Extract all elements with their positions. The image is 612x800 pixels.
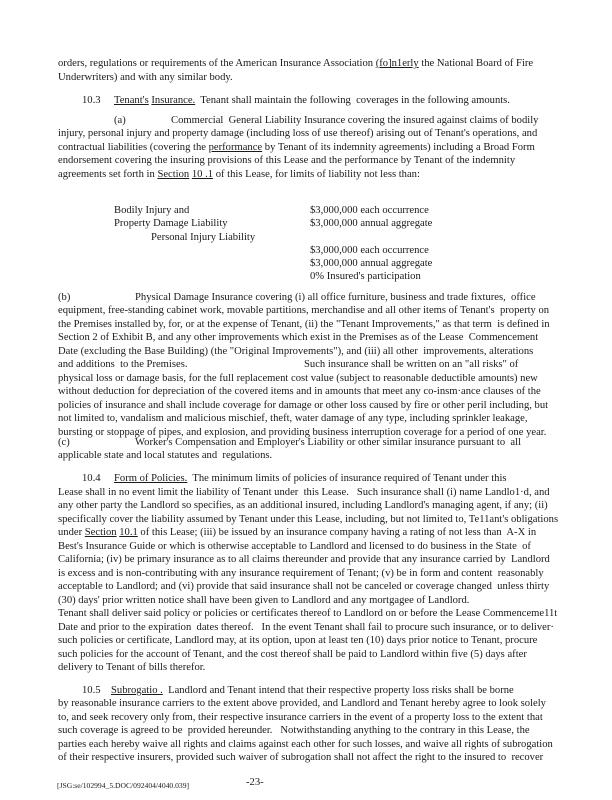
section-10-4-line: Tenant shall deliver said policy or policies or certificates thereof to Landlord on or before the Lease Commenceme11t — [58, 608, 558, 619]
para-b-line — [58, 358, 519, 372]
underlined-text: performance — [208, 142, 263, 153]
limit-value: $3,000,000 each occurrence — [310, 205, 429, 216]
para-a-line-5 — [58, 168, 420, 182]
para-a-line-2: injury, personal injury and property damage (including loss of use thereof) arising out of Tenant's operations, and — [58, 128, 538, 139]
text: by Tenant of its indemnity agreements) including a Broad Form — [262, 142, 535, 153]
text: Commercial General Liability Insurance covering the insured against claims of bodily — [171, 115, 539, 126]
limit-label: Personal Injury Liability — [151, 232, 256, 243]
para-b-line: bursting or stoppage of pipes, and explosion, and providing business interruption coverage for a period of one year. — [58, 427, 547, 438]
section-10-5-line: by reasonable insurance carriers to the extent above provided, and Landlord and Tenant hereby agree to look solely — [58, 698, 546, 709]
text: under — [58, 527, 85, 538]
section-10-4-line: Date and prior to the expiration dates thereof. In the event Tenant shall fail to procure such insurance, or to deliver· — [58, 622, 554, 633]
para-label: (a) — [114, 115, 126, 126]
para-label: (c) — [58, 437, 70, 448]
text: agreements set forth in — [58, 169, 158, 180]
para-b-line: not limited to, vandalism and malicious mischief, theft, water damage of any type, including sprinkler leakage, — [58, 413, 528, 424]
section-title: Tenant's — [114, 95, 149, 106]
limit-value: $3,000,000 each occurrence — [310, 245, 429, 256]
text: and additions to the Premises. — [58, 359, 188, 370]
section-10-4-line: any other party the Landlord so specifies, as an additional insured, including Landlord's managing agent, if any; (ii) — [58, 500, 548, 511]
para-b-line: the Premises installed by, for, or at the expense of Tenant, (ii) the "Tenant Improvements," as that term is defined in — [58, 319, 550, 330]
limit-value: $3,000,000 annual aggregate — [310, 218, 433, 229]
para-label: (b) — [58, 292, 71, 303]
text: of this Lease; (iii) be issued by an insurance company having a rating of not less than A-X in — [137, 527, 537, 538]
underlined-text: (fo]n1erly — [375, 58, 419, 69]
section-10-4-line: Lease shall in no event limit the liability of Tenant under this Lease. Such insurance shall (i) name Landlo1·d, and — [58, 487, 550, 498]
section-10-4-line: (30) days' prior written notice shall have been given to Landlord and any mortgagee of Landlord. — [58, 595, 470, 606]
text: Tenant shall maintain the following coverages in the following amounts. — [195, 95, 510, 106]
para-c-line-2: applicable state and local statutes and regulations. — [58, 450, 273, 461]
text: the National Board of Fire — [418, 58, 534, 69]
intro-line-1 — [58, 57, 533, 71]
text: contractual liabilities (covering the — [58, 142, 209, 153]
limit-value: 0% Insured's participation — [310, 271, 421, 282]
para-a-line-4: endorsement covering the insuring provisions of this Lease and the performance by Tenant of the indemnity — [58, 155, 516, 166]
section-10-4-line: such policies for the account of Tenant, and the cost thereof shall be paid to Landlord within five (5) days after — [58, 649, 527, 660]
section-10-4-line: specifically cover the liability assumed by Tenant under this Lease, including, but not limited to, Te11ant's obligations — [58, 514, 559, 525]
text: Physical Damage Insurance covering (i) all office furniture, business and trade fixtures, office — [135, 292, 536, 303]
section-reference: 10 .1 — [191, 169, 214, 180]
section-title: Form of Policies. — [114, 473, 188, 484]
para-b-line: without deduction for depreciation of the covered items and in amounts that meet any co-insm·ance clauses of the — [58, 386, 541, 397]
section-title: Subrogatio . — [111, 685, 163, 696]
section-10-4-line: Best's Insurance Guide or which is otherwise acceptable to Landlord and licensed to do business in the State of — [58, 541, 531, 552]
page-number: -23- — [246, 777, 264, 788]
section-10-4-line: is excess and is non-contributing with any insurance requirement of Tenant; (v) be in form and content reasonably — [58, 568, 544, 579]
section-10-5-line: to, and seek recovery only from, their respective insurance carriers in the event of a property loss to the extent that — [58, 712, 543, 723]
limit-label: Property Damage Liability — [114, 218, 228, 229]
text: Landlord and Tenant intend that their respective property loss risks shall be borne — [162, 685, 514, 696]
section-10-5-line: such coverage is agreed to be provided hereunder. Notwithstanding anything to the contrary in this Lease, the — [58, 725, 530, 736]
text: Worker's Compensation and Employer's Liability or other similar insurance pursuant to all — [135, 437, 522, 448]
section-10-4-line: such policies or certificate, Landlord may, at its option, upon at least ten (10) days prior notice to Tenant, procure — [58, 635, 538, 646]
section-title: Insurance. — [151, 95, 196, 106]
document-id: [JSG:se/102994_5.DOC/092404/4040.039] — [57, 781, 190, 790]
section-reference: Section — [157, 169, 190, 180]
limit-value: $3,000,000 annual aggregate — [310, 258, 433, 269]
para-b-line: physical loss or damage basis, for the full replacement cost value (subject to reasonable deductible amounts) new — [58, 373, 538, 384]
text: Such insurance shall be written on an "all risks" of — [304, 359, 519, 370]
text: The minimum limits of policies of insurance required of Tenant under this — [187, 473, 507, 484]
para-b-line: policies of insurance and shall include coverage for damage or other loss caused by fire or other peril including, but — [58, 400, 549, 411]
intro-line-2: Underwriters) and with any similar body. — [58, 72, 233, 83]
para-b-line: equipment, free-standing cabinet work, movable partitions, merchandise and all other items of Tenant's property on — [58, 305, 550, 316]
section-number: 10.4 — [82, 473, 101, 484]
section-10-4-line: delivery to Tenant of bills therefor. — [58, 662, 206, 673]
section-number: 10.5 — [82, 685, 101, 696]
para-b-line: Date (excluding the Base Building) (the "Original Improvements"), and (iii) all other improvements, alterations — [58, 346, 534, 357]
section-10-4-line: California; (iv) be primary insurance as to all claims thereunder and provide that any insurance carried by Landlord — [58, 554, 550, 565]
section-reference: 10.1 — [119, 527, 138, 538]
para-a-line-3 — [58, 141, 535, 155]
limit-label: Bodily Injury and — [114, 205, 190, 216]
text: of this Lease, for limits of liability not less than: — [213, 169, 420, 180]
section-10-5-line: parties each hereby waive all rights and claims against each other for such losses, and waive all rights of subrogation — [58, 739, 553, 750]
section-10-4-line — [58, 526, 536, 540]
text: orders, regulations or requirements of the American Insurance Association — [58, 58, 376, 69]
para-b-line: Section 2 of Exhibit B, and any other improvements which exist in the Premises as of the Lease Commencement — [58, 332, 539, 343]
section-10-4-line: acceptable to Landlord; and (vi) provide that said insurance shall not be canceled or coverage changed unless thirty — [58, 581, 550, 592]
section-number: 10.3 — [82, 95, 101, 106]
section-reference: Section — [84, 527, 117, 538]
section-10-5-line: of their respective insurers, provided such waiver of subrogation shall not affect the right to the insured to recover — [58, 752, 544, 763]
